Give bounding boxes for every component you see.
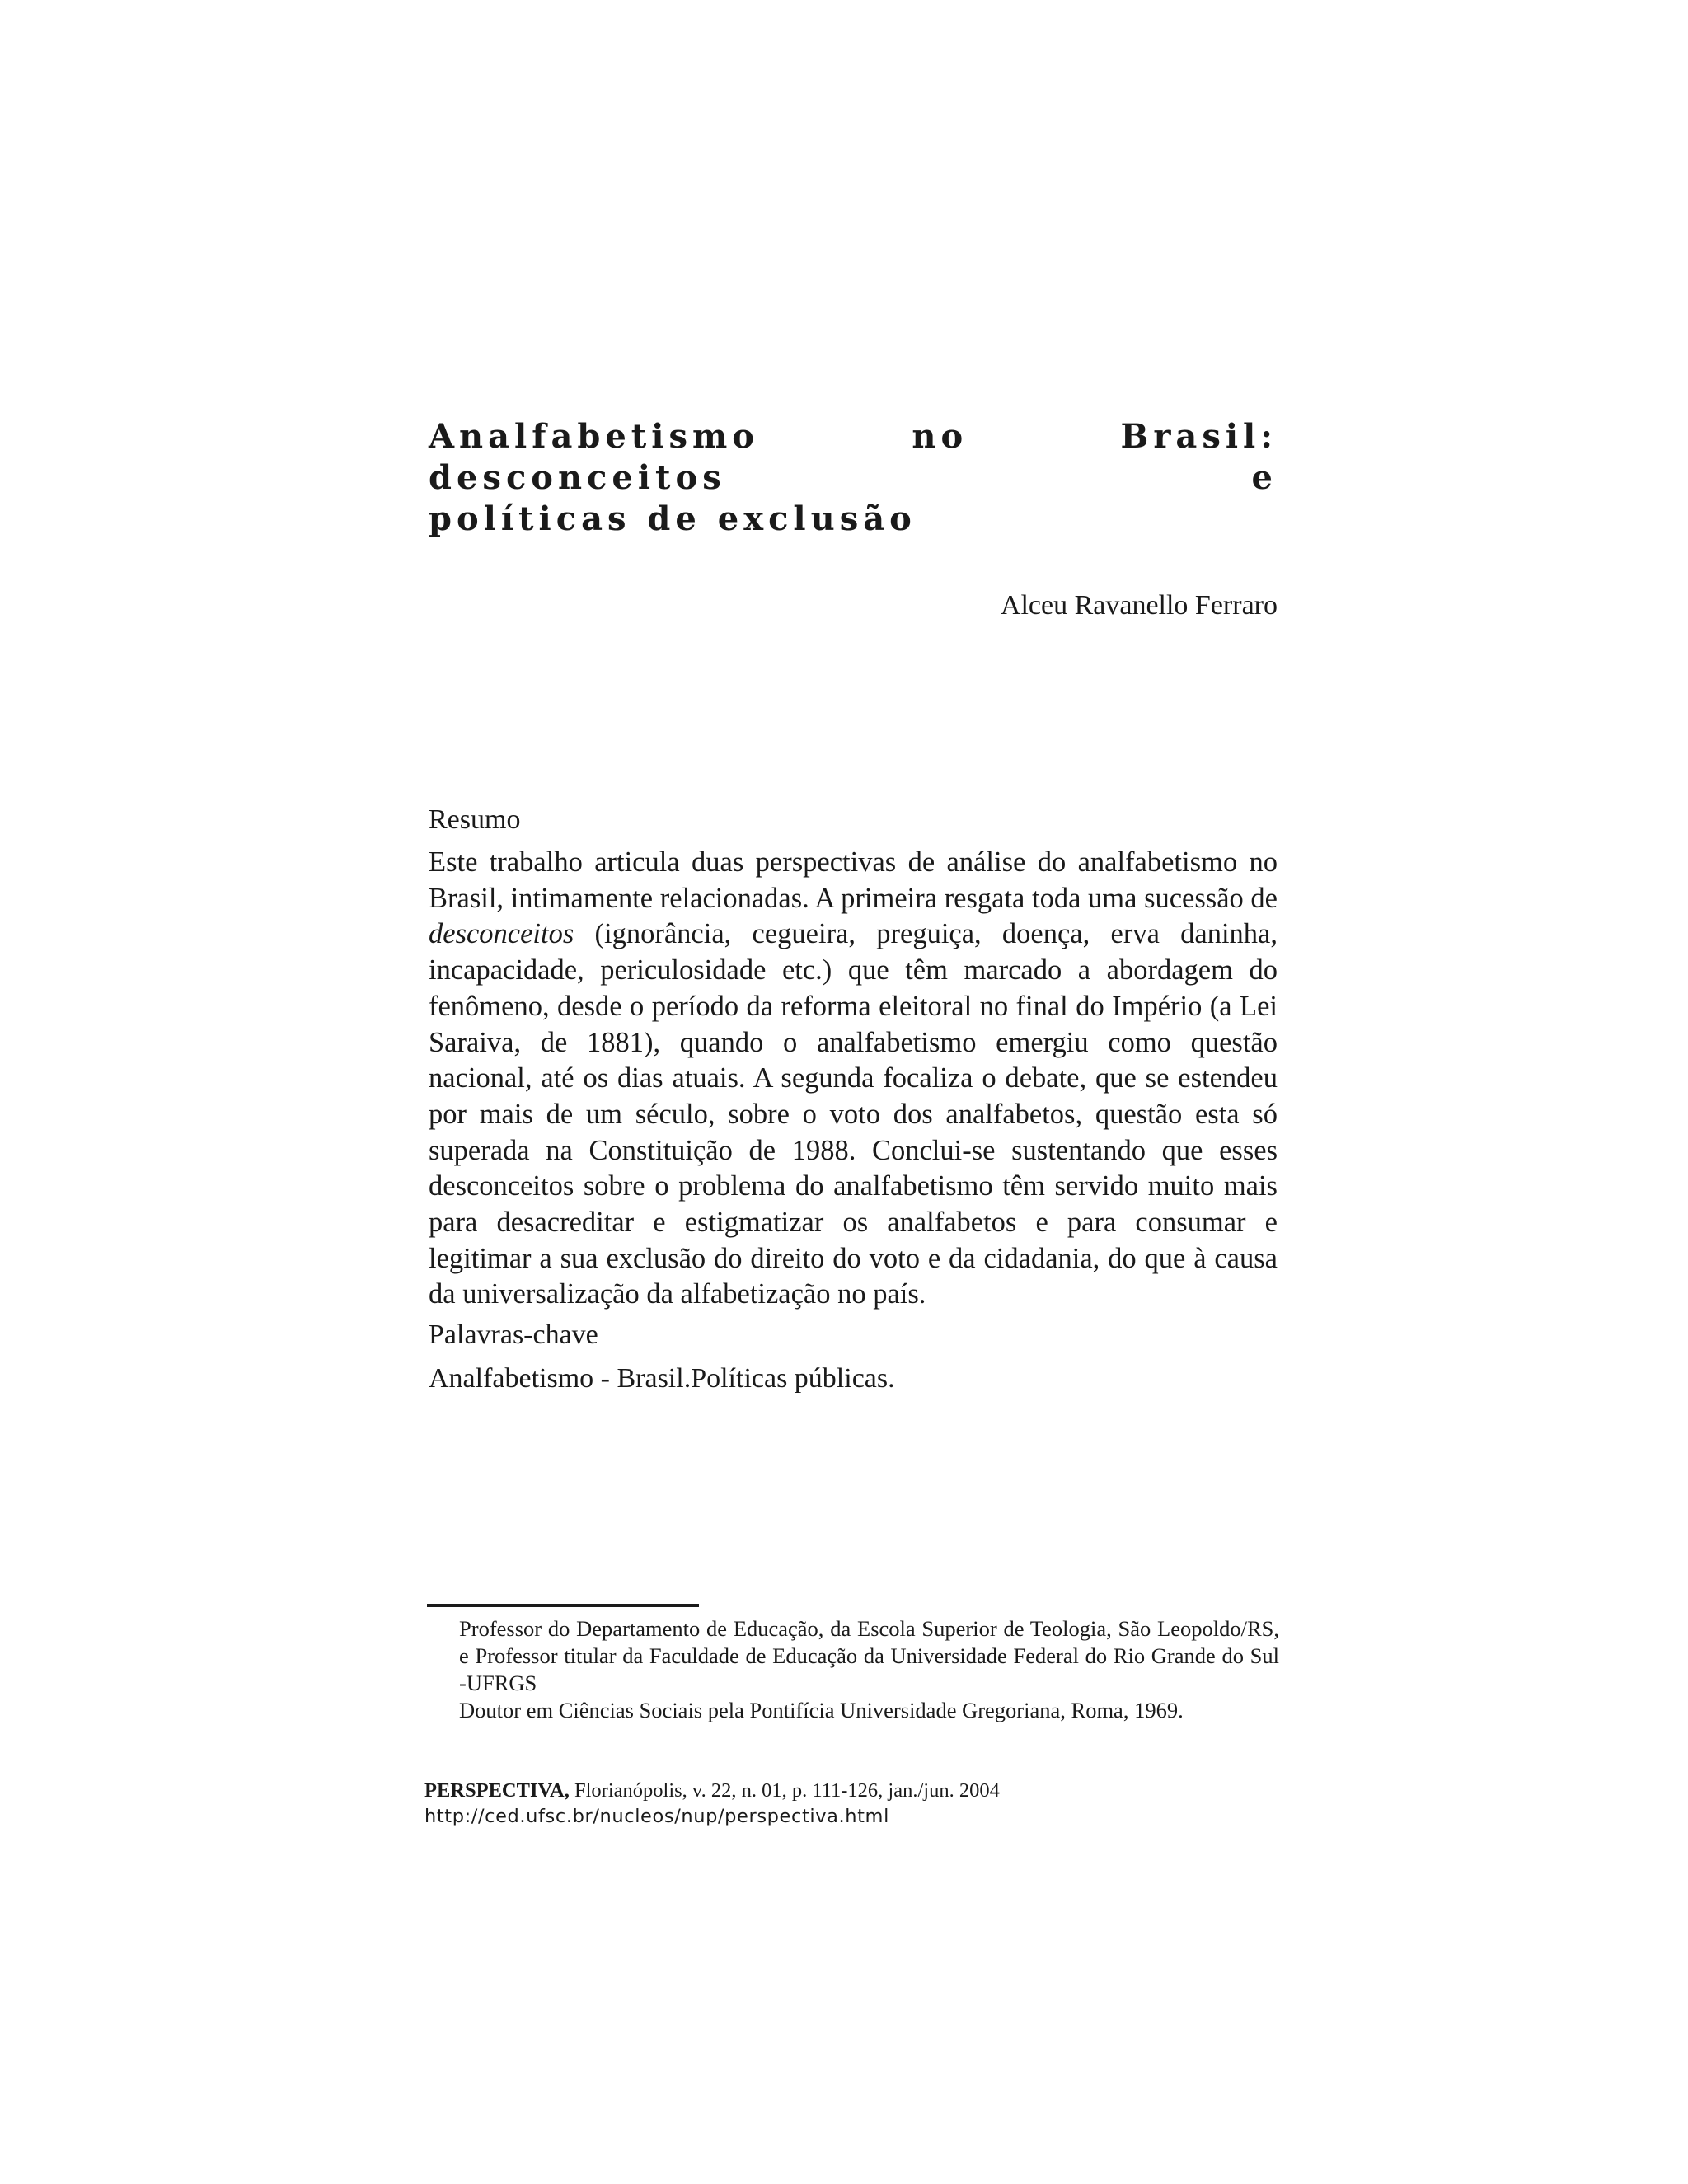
abstract-text-italic: desconceitos <box>429 918 574 950</box>
footnote-affiliation: Professor do Departamento de Educação, da Escola Superior de Teologia, São Leopoldo/RS, e Professor titular da Faculdade de Educação da Universidade Federal do Rio Grande do Sul -UFRGS <box>459 1616 1279 1695</box>
author-footnote <box>459 1615 1279 1724</box>
footnote-degree: Doutor em Ciências Sociais pela Pontifícia Universidade Gregoriana, Roma, 1969. <box>459 1698 1184 1722</box>
article-title <box>429 416 1278 540</box>
journal-url: http://ced.ufsc.br/nucleos/nup/perspectiva.html <box>424 1806 889 1827</box>
abstract-body <box>429 845 1278 1313</box>
article-title-line2: políticas de exclusão <box>429 499 917 538</box>
keywords-heading: Palavras-chave <box>429 1319 598 1350</box>
keywords-text: Analfabetismo - Brasil.Políticas públicas. <box>429 1363 895 1394</box>
abstract-heading: Resumo <box>429 804 521 835</box>
journal-name: PERSPECTIVA, <box>424 1779 570 1802</box>
abstract-text-part1: Este trabalho articula duas perspectivas de análise do analfabetismo no Brasil, intimamente relacionadas. A primeira resgata toda uma sucessão de <box>429 846 1278 914</box>
footnote-divider <box>427 1604 699 1607</box>
abstract-text-part2: (ignorância, cegueira, preguiça, doença, erva daninha, incapacidade, periculosidade etc.) que têm marcado a abordagem do fenômeno, desde o período da reforma eleitoral no final do Império (a Lei Saraiva, de 1881), quando o analfabetismo emergiu como questão nacional, até os dias atuais. A segunda focaliza o debate, que se estendeu por mais de um século, sobre o voto dos analfabetos, questão esta só superada na Constituição de 1988. Conclui-se sustentando que esses desconceitos sobre o problema do analfabetismo têm servido muito mais para desacreditar e estigmatizar os analfabetos e para consumar e legitimar a sua exclusão do direito do voto e da cidadania, do que à causa da universalização da alfabetização no país. <box>429 918 1278 1310</box>
author-name: Alceu Ravanello Ferraro <box>1000 590 1278 621</box>
citation-details: Florianópolis, v. 22, n. 01, p. 111-126, jan./jun. 2004 <box>569 1779 1000 1802</box>
article-title-line1: Analfabetismo no Brasil: desconceitos e <box>429 417 1278 497</box>
journal-citation <box>424 1779 1000 1803</box>
